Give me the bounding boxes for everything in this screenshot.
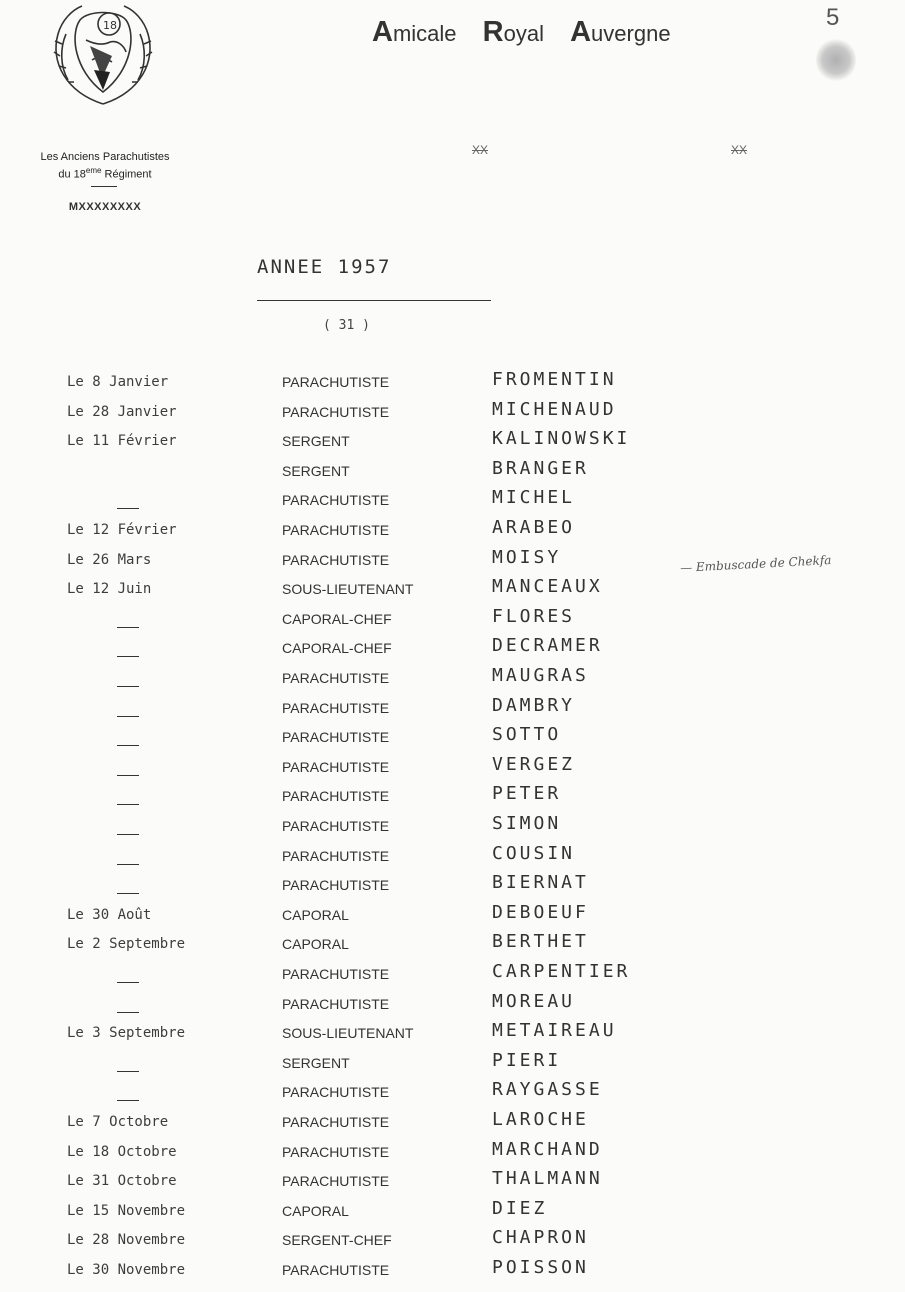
entry-rank: SERGENT-CHEF [282,1232,392,1249]
list-item [0,1257,905,1292]
list-item [0,1109,905,1144]
entry-rank: CAPORAL-CHEF [282,610,392,627]
entry-rank: PARACHUTISTE [282,729,390,746]
entry-rank: PARACHUTISTE [282,670,390,686]
list-item [0,428,905,463]
list-item [0,1049,905,1085]
entry-rank: PARACHUTISTE [282,818,390,834]
list-item [0,813,905,848]
entry-date: Le 30 Août [67,906,152,923]
regiment-emblem-logo [46,0,160,112]
entry-rank: PARACHUTISTE [282,788,390,805]
entry-rank: SOUS-LIEUTENANT [282,1025,414,1042]
entry-rank: PARACHUTISTE [282,966,390,982]
casualty-count: ( 31 ) [323,318,370,333]
entry-name: SOTTO [492,724,562,746]
entry-rank: PARACHUTISTE [282,877,390,894]
entry-name: BIERNAT [492,872,589,894]
entry-name: CHAPRON [492,1227,589,1249]
entry-date: Le 26 Mars [67,551,152,568]
entry-rank: SERGENT [282,433,350,450]
entry-date: Le 31 Octobre [67,1173,177,1190]
list-item [0,753,905,789]
ditto-dash [117,804,139,805]
entry-name: BRANGER [492,457,589,479]
ditto-dash [117,716,139,717]
header-word-auvergne: Auvergne [570,16,671,48]
list-item [0,842,905,878]
entry-rank: PARACHUTISTE [282,403,390,420]
entry-date: Le 2 Septembre [67,936,186,953]
entry-name: MOREAU [492,990,576,1012]
entry-name: DEBOEUF [492,901,589,923]
page-title: ANNEE 1957 [257,256,392,278]
logo-divider [91,186,117,187]
entry-name: FLORES [492,605,576,627]
handwritten-note: — Embuscade de Chekfa [679,553,832,575]
entry-rank: CAPORAL-CHEF [282,640,392,657]
entry-name: METAIREAU [492,1020,617,1042]
entry-rank: CAPORAL [282,906,349,923]
entry-name: DECRAMER [492,635,603,657]
entry-rank: PARACHUTISTE [282,1143,390,1160]
entry-rank: PARACHUTISTE [282,374,390,390]
ditto-dash [117,893,139,894]
struck-code: MXXXXXXXX [68,201,142,213]
entry-name: PIERI [492,1049,562,1071]
entry-name: MOISY [492,546,562,568]
header-word-amicale: Amicale [372,16,457,48]
list-item [0,783,905,818]
ditto-dash [117,627,139,628]
list-item [0,398,905,434]
list-item [0,576,905,611]
list-item [0,1168,905,1203]
logo-caption-line1: Les Anciens Parachutistes [40,151,170,163]
entry-name: SIMON [492,813,562,834]
entry-name: CARPENTIER [492,961,631,982]
entry-name: RAYGASSE [492,1079,603,1101]
entry-date: Le 12 Février [67,522,177,538]
list-item [0,1138,905,1174]
list-item [0,517,905,552]
list-item [0,665,905,700]
struck-mark-right: XX [731,143,748,157]
entry-date: Le 12 Juin [67,581,152,598]
emblem-number: 18 [103,19,117,32]
ditto-dash [117,686,139,687]
list-item [0,369,905,404]
entry-rank: SERGENT [282,1054,350,1071]
ditto-dash [117,656,139,657]
entry-name: POISSON [492,1257,589,1278]
ink-smudge [816,38,856,82]
entry-rank: PARACHUTISTE [282,1173,390,1190]
association-header [372,16,671,49]
entry-date: Le 11 Février [67,433,177,450]
entry-rank: PARACHUTISTE [282,1114,390,1130]
entry-date: Le 15 Novembre [67,1202,186,1219]
page-number: 5 [826,4,840,31]
list-item [0,635,905,670]
ditto-dash [117,982,139,983]
header-word-royal: Royal [482,16,544,48]
entry-name: VERGEZ [492,753,576,775]
entry-rank: PARACHUTISTE [282,995,390,1012]
logo-caption-line2: du 18eme Régiment [58,166,152,181]
entry-name: DAMBRY [492,694,576,716]
list-item [0,1079,905,1114]
list-item [0,724,905,759]
entry-rank: PARACHUTISTE [282,551,390,568]
entry-rank: CAPORAL [282,936,349,953]
entry-rank: SOUS-LIEUTENANT [282,581,414,598]
entry-date: Le 7 Octobre [67,1114,169,1130]
entry-name: MAUGRAS [492,665,589,686]
entry-name: MARCHAND [492,1138,603,1160]
entry-rank: PARACHUTISTE [282,1084,390,1101]
ditto-dash [117,745,139,746]
entry-date: Le 18 Octobre [67,1143,177,1160]
entry-name: MICHEL [492,487,576,509]
list-item [0,1227,905,1262]
entry-rank: PARACHUTISTE [282,492,390,509]
ditto-dash [117,508,139,509]
entry-date: Le 8 Janvier [67,374,169,390]
entry-name: FROMENTIN [492,369,617,390]
list-item [0,1020,905,1055]
entry-name: MICHENAUD [492,398,617,420]
entry-rank: CAPORAL [282,1202,349,1219]
entry-name: ARABEO [492,517,576,538]
entry-rank: PARACHUTISTE [282,847,390,864]
list-item [0,694,905,730]
list-item [0,1197,905,1233]
entry-name: THALMANN [492,1168,603,1190]
title-underline [257,300,491,301]
entry-name: MANCEAUX [492,576,603,598]
ditto-dash [117,864,139,865]
ditto-dash [117,834,139,835]
list-item [0,487,905,522]
struck-mark-left: XX [472,143,489,157]
entry-date: Le 3 Septembre [67,1025,186,1042]
entry-date: Le 28 Janvier [67,403,177,420]
entry-name: DIEZ [492,1197,548,1219]
entry-name: LAROCHE [492,1109,589,1130]
entry-date: Le 30 Novembre [67,1262,186,1278]
entry-name: BERTHET [492,931,589,953]
entry-name: COUSIN [492,842,576,864]
entry-name: KALINOWSKI [492,428,631,450]
entry-rank: PARACHUTISTE [282,522,390,538]
list-item [0,931,905,966]
list-item [0,457,905,493]
list-item [0,961,905,996]
entry-rank: PARACHUTISTE [282,758,390,775]
entry-rank: PARACHUTISTE [282,1262,390,1278]
entry-rank: PARACHUTISTE [282,699,390,716]
ditto-dash [117,1012,139,1013]
list-item [0,901,905,937]
ditto-dash [117,1100,139,1101]
list-item [0,872,905,907]
ditto-dash [117,775,139,776]
list-item [0,990,905,1026]
entry-rank: SERGENT [282,462,350,479]
entry-date: Le 28 Novembre [67,1232,186,1249]
list-item [0,605,905,641]
logo-caption [0,151,210,182]
ditto-dash [117,1071,139,1072]
entry-name: PETER [492,783,562,805]
